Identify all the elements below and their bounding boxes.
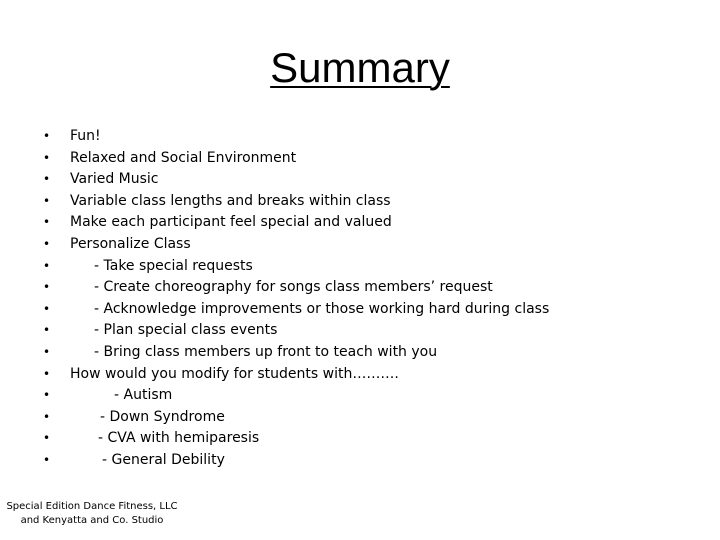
bullet-text: Make each participant feel special and valued: [70, 214, 392, 231]
bullet-marker: •: [43, 150, 51, 165]
bullet-item: [0, 428, 720, 450]
bullet-item: [0, 234, 720, 256]
bullet-text: Variable class lengths and breaks within class: [70, 192, 391, 209]
bullet-marker: •: [43, 215, 51, 230]
bullet-item: [0, 212, 720, 234]
bullet-item: [0, 169, 720, 191]
bullet-text: How would you modify for students with……….: [70, 365, 399, 382]
bullet-marker: •: [43, 258, 51, 273]
bullet-text: Fun!: [70, 128, 101, 144]
bullet-item: [0, 126, 720, 148]
bullet-marker: •: [43, 193, 51, 208]
bullet-list: [0, 126, 720, 472]
bullet-item: [0, 450, 720, 472]
bullet-text: - CVA with hemiparesis: [98, 430, 260, 447]
bullet-item: [0, 299, 720, 321]
footer-credit: [0, 500, 184, 528]
bullet-item: [0, 277, 720, 299]
bullet-text: Relaxed and Social Environment: [70, 149, 297, 166]
bullet-item: [0, 342, 720, 364]
bullet-text: - Take special requests: [94, 257, 253, 274]
bullet-item: [0, 256, 720, 278]
bullet-marker: •: [43, 129, 51, 143]
bullet-marker: •: [43, 172, 51, 187]
bullet-text: - Down Syndrome: [100, 408, 225, 425]
bullet-marker: •: [43, 388, 51, 403]
bullet-text: Personalize Class: [70, 235, 191, 252]
bullet-text: - Create choreography for songs class members’ request: [94, 279, 493, 296]
bullet-item: [0, 320, 720, 342]
slide-title-text: Summary: [270, 44, 450, 91]
bullet-text: - Acknowledge improvements or those working hard during class: [94, 300, 550, 317]
bullet-item: [0, 364, 720, 386]
bullet-marker: •: [43, 323, 51, 338]
bullet-item: [0, 148, 720, 170]
bullet-text: - General Debility: [102, 451, 225, 468]
bullet-text: - Plan special class events: [94, 322, 278, 339]
bullet-text: Varied Music: [70, 171, 159, 188]
bullet-marker: •: [43, 236, 51, 251]
bullet-marker: •: [43, 344, 51, 359]
bullet-marker: •: [43, 280, 51, 295]
slide-title: [0, 42, 720, 94]
bullet-text: - Bring class members up front to teach with you: [94, 343, 438, 360]
bullet-item: [0, 385, 720, 407]
bullet-item: [0, 191, 720, 213]
footer-line-2: and Kenyatta and Co. Studio: [20, 515, 164, 526]
footer-line-1: Special Edition Dance Fitness, LLC: [6, 501, 178, 512]
bullet-marker: •: [43, 366, 51, 381]
bullet-marker: •: [43, 452, 51, 467]
bullet-marker: •: [43, 301, 51, 316]
bullet-marker: •: [43, 431, 51, 446]
bullet-item: [0, 407, 720, 429]
bullet-text: - Autism: [114, 387, 173, 404]
bullet-marker: •: [43, 409, 51, 424]
